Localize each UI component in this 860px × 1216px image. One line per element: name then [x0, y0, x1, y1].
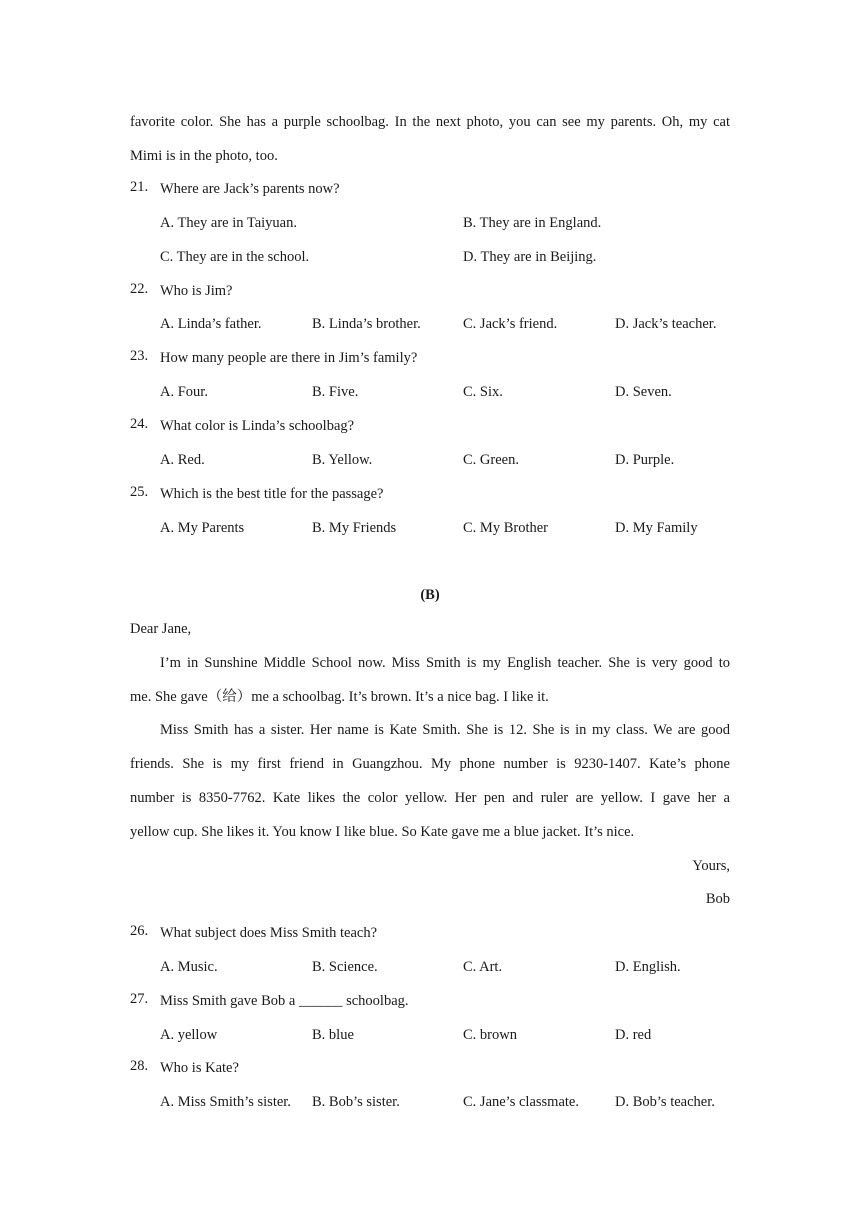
option-b: B. Science.	[312, 959, 378, 975]
question-number: 23.	[130, 348, 149, 364]
question-text: Miss Smith gave Bob a ______ schoolbag.	[160, 993, 409, 1009]
option-a: A. My Parents	[160, 520, 245, 536]
option-b: B. They are in England.	[463, 215, 602, 231]
question-number: 27.	[130, 991, 149, 1007]
option-a: A. They are in Taiyuan.	[160, 215, 297, 231]
option-c: C. Green.	[463, 452, 519, 468]
option-c: C. brown	[463, 1027, 517, 1043]
option-d: D. English.	[615, 959, 681, 975]
question-text: What subject does Miss Smith teach?	[160, 925, 378, 941]
option-c: C. Jack’s friend.	[463, 316, 558, 332]
option-a: A. Music.	[160, 959, 218, 975]
question-text: What color is Linda’s schoolbag?	[160, 418, 355, 434]
option-a: A. Linda’s father.	[160, 316, 262, 332]
passage-line: favorite color. She has a purple schoolbag. In the next photo, you can see my parents. Oh, my cat	[130, 114, 730, 130]
letter-signature: Bob	[705, 891, 730, 907]
option-c: C. They are in the school.	[160, 249, 310, 265]
option-d: D. They are in Beijing.	[463, 249, 597, 265]
option-a: A. Miss Smith’s sister.	[160, 1094, 291, 1110]
letter-closing: Yours,	[692, 858, 730, 874]
option-b: B. Linda’s brother.	[312, 316, 421, 332]
letter-line: me. She gave（给）me a schoolbag. It’s brown. It’s a nice bag. I like it.	[130, 689, 549, 705]
option-c: C. Six.	[463, 384, 503, 400]
option-a: A. Four.	[160, 384, 208, 400]
option-d: D. Jack’s teacher.	[615, 316, 717, 332]
option-b: B. blue	[312, 1027, 354, 1043]
question-number: 25.	[130, 484, 149, 500]
option-c: C. My Brother	[463, 520, 548, 536]
option-d: D. Bob’s teacher.	[615, 1094, 715, 1110]
letter-greeting: Dear Jane,	[130, 621, 192, 637]
letter-line: Miss Smith has a sister. Her name is Kate Smith. She is 12. She is in my class. We are good	[160, 722, 730, 738]
question-number: 21.	[130, 179, 149, 195]
option-b: B. My Friends	[312, 520, 397, 536]
option-c: C. Art.	[463, 959, 503, 975]
section-heading: (B)	[420, 587, 440, 603]
question-text: How many people are there in Jim’s family?	[160, 350, 418, 366]
option-d: D. Purple.	[615, 452, 675, 468]
option-c: C. Jane’s classmate.	[463, 1094, 579, 1110]
question-number: 26.	[130, 923, 149, 939]
letter-line: I’m in Sunshine Middle School now. Miss Smith is my English teacher. She is very good to	[160, 655, 730, 671]
option-d: D. red	[615, 1027, 652, 1043]
question-number: 24.	[130, 416, 149, 432]
question-text: Who is Kate?	[160, 1060, 239, 1076]
option-a: A. Red.	[160, 452, 205, 468]
option-b: B. Yellow.	[312, 452, 373, 468]
question-number: 28.	[130, 1058, 149, 1074]
option-b: B. Bob’s sister.	[312, 1094, 400, 1110]
letter-line: yellow cup. She likes it. You know I like blue. So Kate gave me a blue jacket. It’s nice.	[130, 824, 635, 840]
option-d: D. Seven.	[615, 384, 672, 400]
question-number: 22.	[130, 281, 149, 297]
passage-line: Mimi is in the photo, too.	[130, 148, 278, 164]
question-text: Which is the best title for the passage?	[160, 486, 384, 502]
option-d: D. My Family	[615, 520, 698, 536]
letter-line: friends. She is my first friend in Guangzhou. My phone number is 9230-1407. Kate’s phone	[130, 756, 730, 772]
option-a: A. yellow	[160, 1027, 218, 1043]
option-b: B. Five.	[312, 384, 359, 400]
question-text: Where are Jack’s parents now?	[160, 181, 340, 197]
letter-line: number is 8350-7762. Kate likes the color yellow. Her pen and ruler are yellow. I gave her a	[130, 790, 730, 806]
question-text: Who is Jim?	[160, 283, 233, 299]
